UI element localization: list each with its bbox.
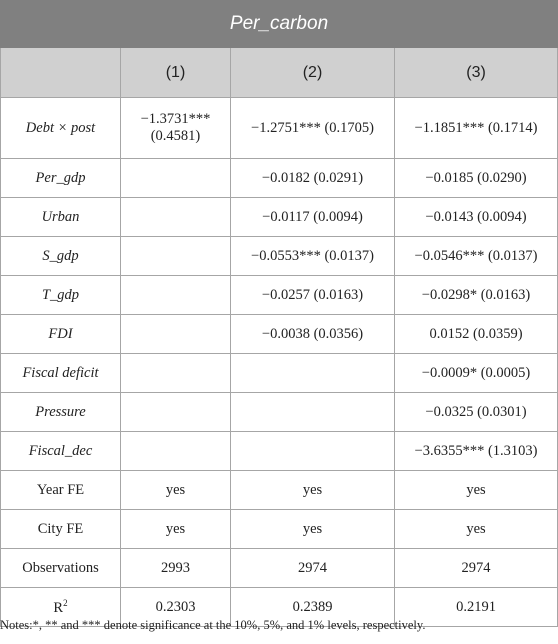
table-cell: −0.0257 (0.0163) bbox=[231, 276, 395, 315]
table-cell: −0.0185 (0.0290) bbox=[395, 159, 558, 198]
table-cell: −0.0182 (0.0291) bbox=[231, 159, 395, 198]
table-row bbox=[1, 510, 558, 549]
table-cell: −0.0553*** (0.0137) bbox=[231, 237, 395, 276]
table-row bbox=[1, 432, 558, 471]
column-header bbox=[1, 48, 121, 98]
table-row bbox=[1, 198, 558, 237]
table-body bbox=[1, 98, 558, 627]
table-cell: 2993 bbox=[121, 549, 231, 588]
table-row bbox=[1, 159, 558, 198]
table-cell bbox=[121, 276, 231, 315]
table-cell bbox=[231, 354, 395, 393]
table-cell: −0.0117 (0.0094) bbox=[231, 198, 395, 237]
row-label: S_gdp bbox=[1, 237, 121, 276]
row-label: Debt × post bbox=[1, 98, 121, 159]
table-cell bbox=[121, 393, 231, 432]
table-row bbox=[1, 549, 558, 588]
table-row bbox=[1, 98, 558, 159]
table-cell: 0.2191 bbox=[395, 588, 558, 627]
column-header: (2) bbox=[231, 48, 395, 98]
table-cell bbox=[231, 432, 395, 471]
table-cell bbox=[121, 432, 231, 471]
table-cell: −1.2751*** (0.1705) bbox=[231, 98, 395, 159]
row-label: Fiscal deficit bbox=[1, 354, 121, 393]
table-cell: 0.2389 bbox=[231, 588, 395, 627]
row-label: Year FE bbox=[1, 471, 121, 510]
table-title: Per_carbon bbox=[1, 1, 558, 48]
table-cell: −0.0038 (0.0356) bbox=[231, 315, 395, 354]
table-cell: −0.0546*** (0.0137) bbox=[395, 237, 558, 276]
table-row bbox=[1, 471, 558, 510]
table-cell bbox=[121, 237, 231, 276]
table-row bbox=[1, 315, 558, 354]
table-cell: −1.3731*** (0.4581) bbox=[121, 98, 231, 159]
table-cell: −0.0009* (0.0005) bbox=[395, 354, 558, 393]
row-label: $R^2$ bbox=[1, 588, 121, 627]
table-cell bbox=[121, 198, 231, 237]
table-cell: 2974 bbox=[395, 549, 558, 588]
column-header: (3) bbox=[395, 48, 558, 98]
table-row bbox=[1, 354, 558, 393]
row-label: Pressure bbox=[1, 393, 121, 432]
table-cell: yes bbox=[121, 510, 231, 549]
column-header-row bbox=[1, 48, 558, 98]
table-cell: yes bbox=[395, 510, 558, 549]
row-label: City FE bbox=[1, 510, 121, 549]
table-cell: yes bbox=[231, 471, 395, 510]
table-title-row bbox=[1, 1, 558, 48]
table-cell bbox=[231, 393, 395, 432]
row-label: Urban bbox=[1, 198, 121, 237]
table-row bbox=[1, 237, 558, 276]
table-row bbox=[1, 393, 558, 432]
table-cell bbox=[121, 315, 231, 354]
table-cell: −3.6355*** (1.3103) bbox=[395, 432, 558, 471]
row-label: Fiscal_dec bbox=[1, 432, 121, 471]
table-cell bbox=[121, 159, 231, 198]
table-cell: −0.0298* (0.0163) bbox=[395, 276, 558, 315]
table-cell: 0.2303 bbox=[121, 588, 231, 627]
row-label: Per_gdp bbox=[1, 159, 121, 198]
column-header: (1) bbox=[121, 48, 231, 98]
table-cell: yes bbox=[231, 510, 395, 549]
table-cell: −0.0325 (0.0301) bbox=[395, 393, 558, 432]
table-cell: 0.0152 (0.0359) bbox=[395, 315, 558, 354]
table-cell: yes bbox=[395, 471, 558, 510]
table-cell: 2974 bbox=[231, 549, 395, 588]
table-cell: −1.1851*** (0.1714) bbox=[395, 98, 558, 159]
table-cell bbox=[121, 354, 231, 393]
table-notes: Notes:*, ** and *** denote significance at the 10%, 5%, and 1% levels, respectively. bbox=[0, 618, 426, 632]
table-row bbox=[1, 276, 558, 315]
row-label: Observations bbox=[1, 549, 121, 588]
table-cell: yes bbox=[121, 471, 231, 510]
row-label: T_gdp bbox=[1, 276, 121, 315]
row-label: FDI bbox=[1, 315, 121, 354]
table-cell: −0.0143 (0.0094) bbox=[395, 198, 558, 237]
